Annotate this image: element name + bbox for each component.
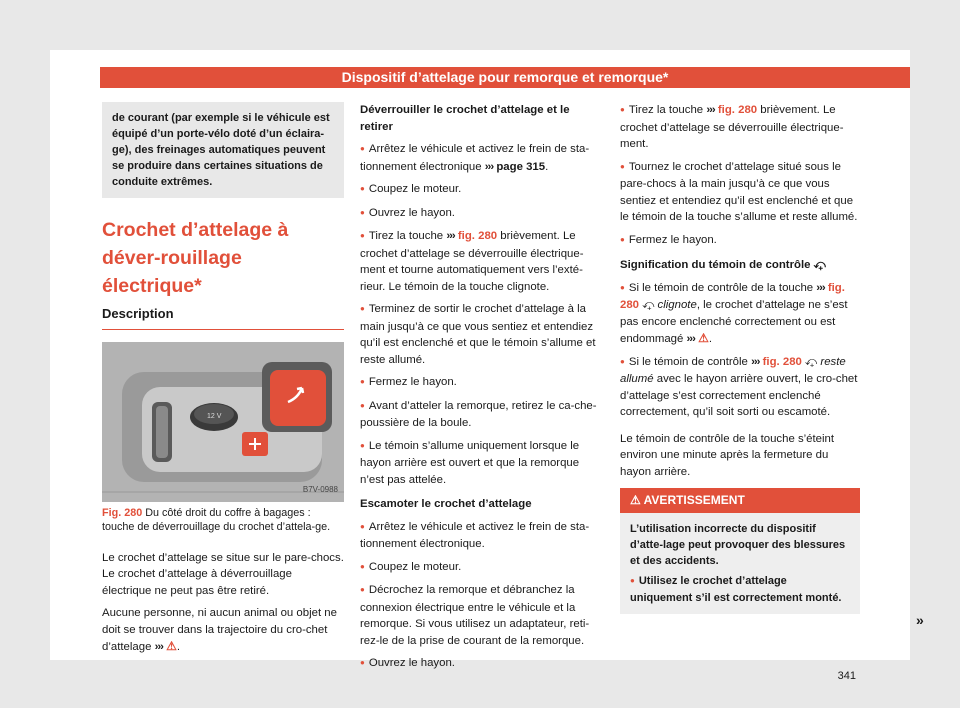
figure-code: B7V-0988	[302, 485, 338, 494]
list-item: ● Fermez le hayon.	[620, 232, 860, 250]
column-3	[620, 102, 860, 614]
hitch-symbol-icon: ⤽	[642, 299, 655, 311]
figure-280	[102, 342, 344, 502]
list-item: ● Tirez la touche ››› fig. 280 brièvement. Le crochet d’attelage se déverrouille électrique-ment et tourne automatiquement vers l’exté-rieur. Le témoin de la touche clignote.	[360, 228, 600, 295]
list-item: ● Coupez le moteur.	[360, 181, 600, 199]
fig-ref-link[interactable]: fig. 280	[457, 230, 498, 242]
description-heading: Description	[102, 306, 344, 330]
list-item: ● Avant d’atteler la remorque, retirez le ca-che-poussière de la boule.	[360, 398, 600, 432]
page-ref-link[interactable]: page 315	[496, 160, 546, 173]
page-header: Dispositif d’attelage pour remorque et remorque*	[100, 67, 910, 88]
figure-caption	[102, 506, 344, 534]
list-item: ● Décrochez la remorque et débranchez la connexion électrique entre le véhicule et la remorque. Si vous utilisez un adaptateur, reti-rez-le de la prise de courant de la remorque.	[360, 582, 600, 649]
heading-retract: Escamoter le crochet d’attelage	[360, 498, 532, 510]
column-2	[360, 102, 600, 679]
ref-arrows: ›››	[154, 641, 163, 653]
heading-unlock: Déverrouiller le crochet d’attelage et le retirer	[360, 104, 570, 133]
fig-ref-link[interactable]: fig. 280	[620, 281, 845, 311]
list-item: ● Arrêtez le véhicule et activez le frein de sta-tionnement électronique.	[360, 519, 600, 553]
warning-body: L’utilisation incorrecte du dispositif d’atte-lage peut provoquer des blessures et des accidents. ● Utilisez le crochet d’attelage uniquement s’il est correctement monté.	[620, 513, 860, 614]
paragraph-2: Aucune personne, ni aucun animal ou objet ne doit se trouver dans la trajectoire du cro-chet d’attelage ››› ⚠.	[102, 607, 337, 653]
paragraph-1: Le crochet d’attelage se situe sur le pare-chocs. Le crochet d’attelage à déverrouillage électrique ne peut pas être retiré.	[102, 551, 344, 597]
list-item: ● Coupez le moteur.	[360, 559, 600, 577]
warning-triangle-icon: ⚠	[698, 331, 709, 345]
caption-text: Du côté droit du coffre à bagages : touche de déverrouillage du crochet d’attela-ge.	[102, 506, 331, 533]
list-item: ● Le témoin s’allume uniquement lorsque le hayon arrière est ouvert et que la remorque n’est pas attelée.	[360, 438, 600, 489]
warning-triangle-icon: ⚠	[630, 493, 641, 507]
caption-label: Fig. 280	[102, 506, 143, 519]
warning-box	[620, 488, 860, 614]
warning-title: ⚠ AVERTISSEMENT	[620, 488, 860, 513]
list-item: ● Terminez de sortir le crochet d’attelage à la main jusqu’à ce que vous sentiez et entendiez qu’il est enclenché et que le témoin s’allume et reste allumé.	[360, 301, 600, 368]
hitch-symbol-icon: ⤽	[813, 259, 826, 271]
list-item: ● Tirez la touche ››› fig. 280 brièvement. Le crochet d’attelage se déverrouille électrique-ment.	[620, 102, 860, 153]
section-title: Crochet d’attelage à déver-rouillage électrique*	[102, 219, 289, 297]
continue-mark: »	[916, 612, 924, 628]
fig-ref-link[interactable]: fig. 280	[717, 104, 758, 116]
list-item: ● Fermez le hayon.	[360, 374, 600, 392]
column-1	[102, 102, 344, 662]
trunk-unlock-illustration	[102, 342, 344, 502]
page-number: 341	[837, 670, 856, 682]
list-item: ● Si le témoin de contrôle ››› fig. 280 ⤽ reste allumé avec le hayon arrière ouvert, le cro-chet d’attelage s’est correctement enclenché correctement, qu’il soit sorti ou escamoté.	[620, 354, 860, 421]
list-item: ● Ouvrez le hayon.	[360, 205, 600, 223]
page	[50, 50, 924, 682]
label-12v: 12 V	[207, 412, 222, 420]
intro-box: de courant (par exemple si le véhicule est équipé d’un porte-vélo doté d’un éclaira-ge), des freinages automatiques peuvent se produire dans certaines situations de conduite extrêmes.	[102, 102, 344, 198]
warning-triangle-icon: ⚠	[166, 639, 177, 653]
list-item: ● Tournez le crochet d’attelage situé sous le pare-chocs à la main jusqu’à ce que vous sentiez et entendiez qu’il est enclenché et que le témoin de la touche s’allume et reste allumé.	[620, 159, 860, 226]
list-item: ● Ouvrez le hayon.	[360, 655, 600, 673]
list-item: ● Si le témoin de contrôle de la touche ››› fig. 280 ⤽ clignote, le crochet d’attelage ne s’est pas encore enclenché correctement ou est endommagé ››› ⚠.	[620, 280, 860, 348]
fig-ref-link[interactable]: fig. 280	[762, 355, 802, 368]
heading-indicator: Signification du témoin de contrôle ⤽	[620, 259, 826, 271]
paragraph-indicator-off: Le témoin de contrôle de la touche s’éteint environ une minute après la fermeture du hayon arrière.	[620, 432, 835, 478]
list-item: ● Arrêtez le véhicule et activez le frein de sta-tionnement électronique ››› page 315.	[360, 141, 600, 175]
hitch-symbol-icon: ⤽	[805, 355, 818, 368]
